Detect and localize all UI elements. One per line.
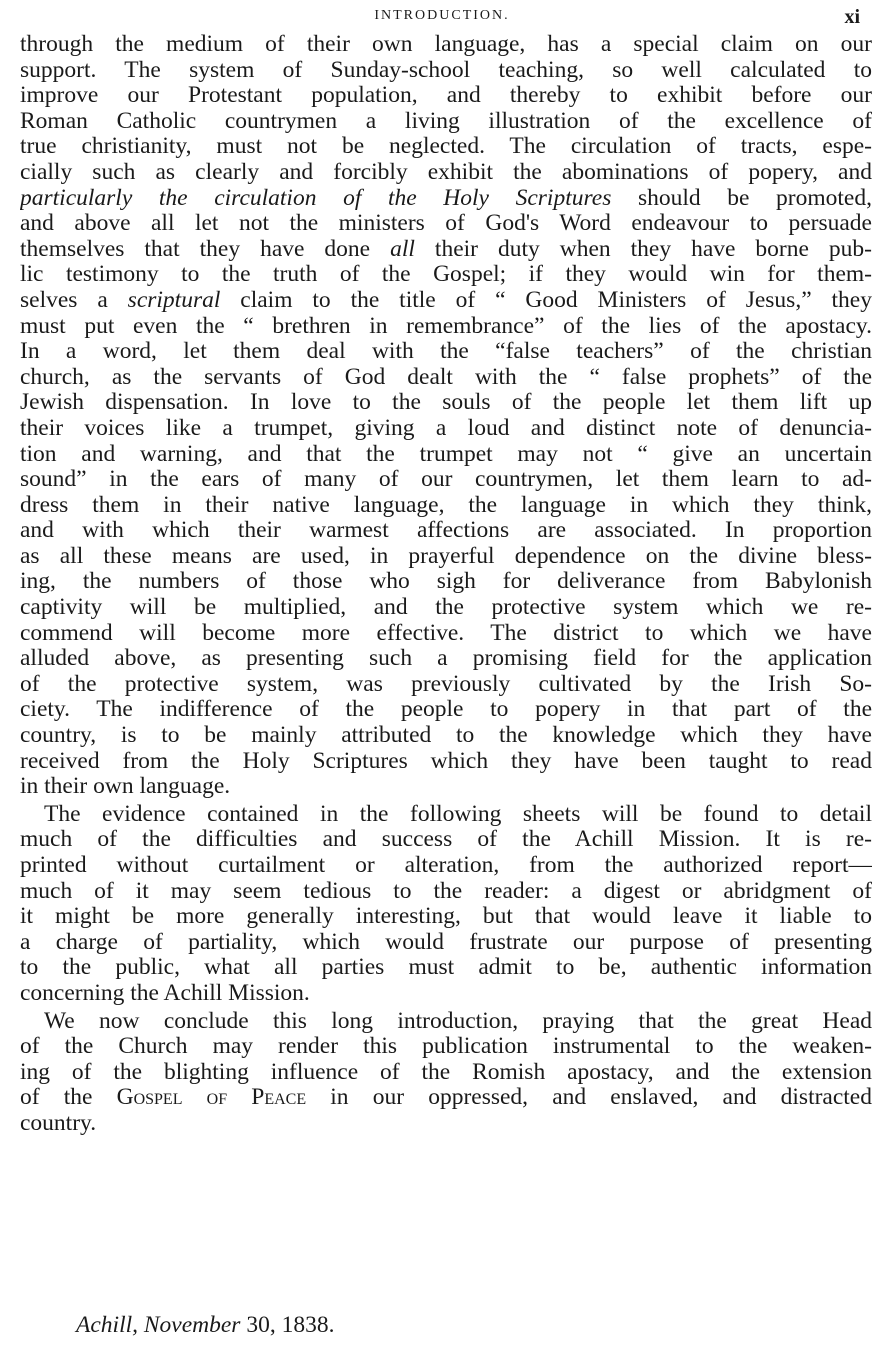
- text-line: We now conclude this long introduction, praying that the great Head: [44, 1008, 872, 1034]
- text-line: in their own language.: [20, 774, 231, 800]
- place-and-date: [76, 1312, 334, 1338]
- place-name: Achill,: [76, 1312, 138, 1338]
- text-line: alluded above, as presenting such a promising field for the application: [20, 646, 872, 672]
- text-line: to the public, what all parties must admit to be, authentic information: [20, 955, 872, 981]
- text-line: and with which their warmest affections are associated. In proportion: [20, 518, 872, 544]
- text-line: as all these means are used, in prayerful dependence on the divine bless-: [20, 543, 872, 569]
- text-line: ing, the numbers of those who sigh for deliverance from Babylonish: [20, 569, 872, 595]
- paragraph-1: [20, 32, 872, 800]
- text-line: a charge of partiality, which would frustrate our purpose of presenting: [20, 929, 872, 955]
- date-rest: 30, 1838.: [240, 1312, 335, 1338]
- text-line: much of it may seem tedious to the reader: a digest or abridgment of: [20, 878, 872, 904]
- text-line: ciety. The indifference of the people to popery in that part of the: [20, 697, 872, 723]
- text-line: Roman Catholic countrymen a living illustration of the excellence of: [20, 108, 872, 134]
- text-line: selves a scriptural claim to the title of “ Good Ministers of Jesus,” they: [20, 287, 872, 313]
- paragraph-3: [20, 1009, 872, 1137]
- text-line: dress them in their native language, the language in which they think,: [20, 492, 872, 518]
- text-line: themselves that they have done all their duty when they have borne pub-: [20, 236, 872, 262]
- text-line: printed without curtailment or alteration, from the authorized report—: [20, 853, 872, 878]
- text-line: it might be more generally interesting, but that would leave it liable to: [20, 904, 872, 930]
- small-caps-phrase: Gospel of Peace: [116, 1085, 307, 1111]
- text-line: commend will become more effective. The district to which we have: [20, 620, 872, 646]
- text-line: of the protective system, was previously cultivated by the Irish So-: [20, 671, 872, 697]
- text-line: lic testimony to the truth of the Gospel; if they would win for them-: [20, 262, 872, 288]
- page-number: xi: [844, 6, 860, 28]
- text-line: In a word, let them deal with the “false teachers” of the christian: [20, 339, 872, 365]
- running-head: [20, 6, 864, 34]
- text-line: of the Church may render this publication instrumental to the weaken-: [20, 1034, 872, 1060]
- body-text: [20, 32, 872, 1137]
- italic-word: scriptural: [127, 287, 221, 313]
- text-line: country, is to be mainly attributed to the knowledge which they have: [20, 723, 872, 749]
- text-line: Jewish dispensation. In love to the souls of the people let them lift up: [20, 390, 872, 416]
- text-line: their voices like a trumpet, giving a loud and distinct note of denuncia-: [20, 415, 872, 441]
- text-line: must put even the “ brethren in remembrance” of the lies of the apostacy.: [20, 313, 872, 339]
- text-line: true christianity, must not be neglected. The circulation of tracts, espe-: [20, 134, 872, 160]
- text-line: support. The system of Sunday-school teaching, so well calculated to: [20, 57, 872, 83]
- italic-word: all: [390, 236, 415, 262]
- text-line: of the Gospel of Peace in our oppressed, and enslaved, and distracted: [20, 1085, 872, 1111]
- text-line: church, as the servants of God dealt with the “ false prophets” of the: [20, 364, 872, 390]
- text-line: sound” in the ears of many of our countrymen, let them learn to ad-: [20, 467, 872, 493]
- running-title: INTRODUCTION.: [374, 8, 510, 23]
- text-line: received from the Holy Scriptures which they have been taught to read: [20, 748, 872, 774]
- text-line: much of the difficulties and success of the Achill Mission. It is re-: [20, 827, 872, 853]
- text-line: particularly the circulation of the Holy Scriptures should be promoted,: [20, 185, 872, 211]
- text-line: through the medium of their own language, has a special claim on our: [20, 32, 872, 57]
- text-line: tion and warning, and that the trumpet may not “ give an uncertain: [20, 441, 872, 467]
- text-line: concerning the Achill Mission.: [20, 980, 310, 1006]
- text-line: ing of the blighting influence of the Romish apostacy, and the extension: [20, 1059, 872, 1085]
- italic-phrase: particularly the circulation of the Holy Scriptures: [20, 185, 612, 211]
- date-month: November: [143, 1312, 241, 1338]
- paragraph-2: [20, 802, 872, 1007]
- text-line: The evidence contained in the following sheets will be found to detail: [44, 801, 872, 827]
- text-line: and above all let not the ministers of God's Word endeavour to persuade: [20, 211, 872, 237]
- text-line: country.: [20, 1110, 97, 1136]
- text-line: improve our Protestant population, and thereby to exhibit before our: [20, 83, 872, 109]
- text-line: cially such as clearly and forcibly exhibit the abominations of popery, and: [20, 159, 872, 185]
- text-line: captivity will be multiplied, and the protective system which we re-: [20, 595, 872, 621]
